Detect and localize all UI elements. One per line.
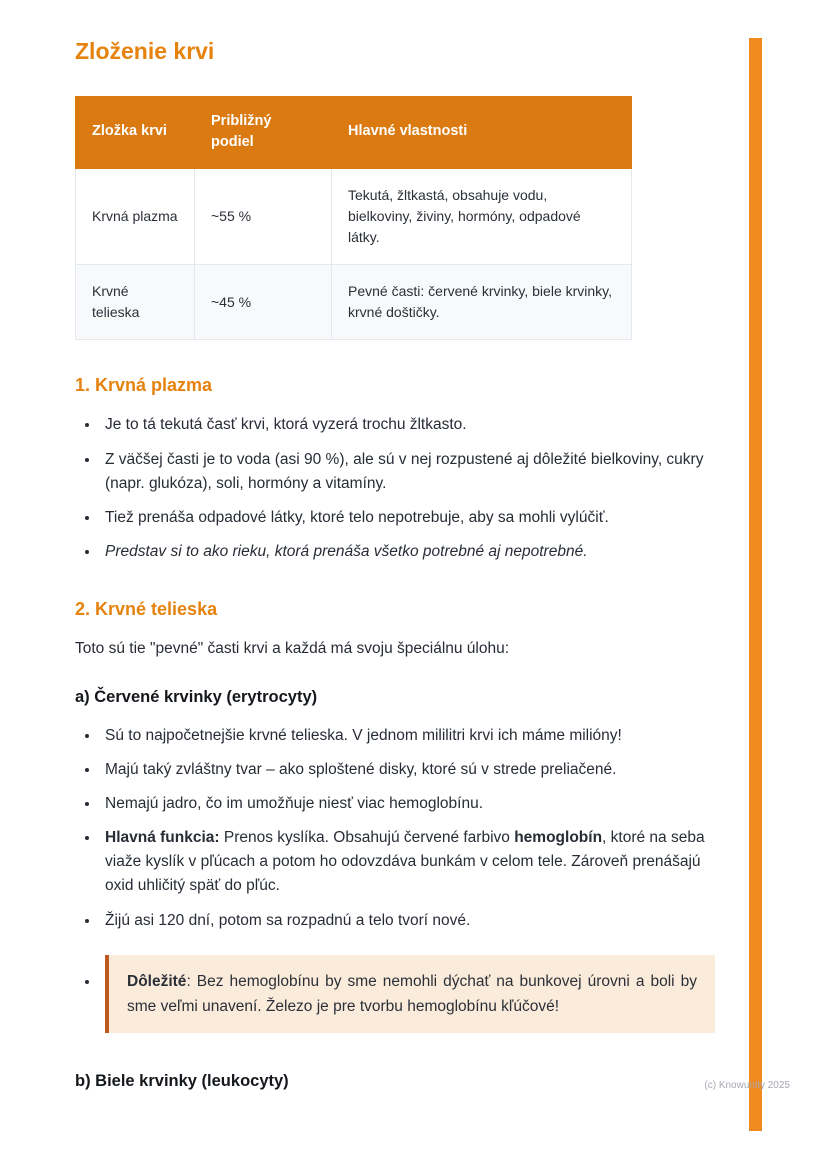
list-item: • Tiež prenáša odpadové látky, ktoré telo nepotrebuje, aby sa mohli vylúčiť. (100, 506, 715, 530)
table-header-row (76, 96, 632, 169)
page-edge-stripe (749, 38, 762, 1131)
table-header-podiel: Približný podiel (195, 96, 332, 169)
document-content (75, 38, 715, 1108)
cell-vlastnosti: Tekutá, žltkastá, obsahuje vodu, bielkoviny, živiny, hormóny, odpadové látky. (332, 169, 632, 265)
subheading-cervene-krvinky: a) Červené krvinky (erytrocyty) (75, 687, 318, 706)
text-segment: Prenos kyslíka. Obsahujú červené farbivo (219, 829, 515, 847)
blood-composition-table (75, 96, 632, 341)
table-header-zlozka: Zložka krvi (76, 96, 195, 169)
page-title: Zloženie krvi (75, 38, 215, 64)
subheading-biele-krvinky: b) Biele krvinky (leukocyty) (75, 1071, 289, 1090)
cell-zlozka: Krvné telieska (76, 265, 195, 340)
table-header-vlastnosti: Hlavné vlastnosti (332, 96, 632, 169)
list-item: • Žijú asi 120 dní, potom sa rozpadnú a telo tvorí nové. (100, 909, 715, 933)
list-item (100, 826, 715, 898)
table-row (76, 265, 632, 340)
cell-vlastnosti: Pevné časti: červené krvinky, biele krvinky, krvné doštičky. (332, 265, 632, 340)
list-item (100, 955, 715, 1033)
cell-zlozka: Krvná plazma (76, 169, 195, 265)
section-heading-krvne-telieska: 2. Krvné telieska (75, 598, 218, 619)
list-item: • Predstav si to ako rieku, ktorá prenáša všetko potrebné aj nepotrebné. (100, 540, 715, 564)
cell-podiel: ~45 % (195, 265, 332, 340)
text-segment: , ktoré na seba viaže kyslík v pľúcach a potom ho odovzdáva bunkám v celom tele. Zároveň prenášajú oxid uhličitý späť do pľúc. (105, 829, 705, 895)
plazma-bullet-list (75, 413, 715, 563)
list-item: • Nemajú jadro, čo im umožňuje niesť viac hemoglobínu. (100, 792, 715, 816)
list-item: • Je to tá tekutá časť krvi, ktorá vyzerá trochu žltkasto. (100, 413, 715, 437)
important-callout (105, 955, 715, 1033)
bold-text: hemoglobín (514, 829, 603, 847)
telieska-intro: Toto sú tie "pevné" časti krvi a každá má svoju špeciálnu úlohu: (75, 639, 510, 657)
section-heading-krvna-plazma: 1. Krvná plazma (75, 375, 213, 396)
list-item: • Z väčšej časti je to voda (asi 90 %), ale sú v nej rozpustené aj dôležité bielkoviny, cukry (napr. glukóza), soli, hormóny a vitamíny. (100, 448, 715, 496)
table-row (76, 169, 632, 265)
cervene-krvinky-bullet-list (75, 724, 715, 1032)
list-item: • Majú taký zvláštny tvar – ako sploštené disky, ktoré sú v strede preliačené. (100, 758, 715, 782)
cell-podiel: ~55 % (195, 169, 332, 265)
footer-credit: (c) Knowunity 2025 (704, 1080, 790, 1091)
bold-text: Hlavná funkcia: (105, 829, 220, 847)
bold-text: Dôležité (127, 972, 187, 990)
text-segment: : Bez hemoglobínu by sme nemohli dýchať na bunkovej úrovni a boli by sme veľmi unavení. Železo je pre tvorbu hemoglobínu kľúčové! (127, 972, 697, 1015)
list-item: • Sú to najpočetnejšie krvné telieska. V jednom mililitri krvi ich máme milióny! (100, 724, 715, 748)
